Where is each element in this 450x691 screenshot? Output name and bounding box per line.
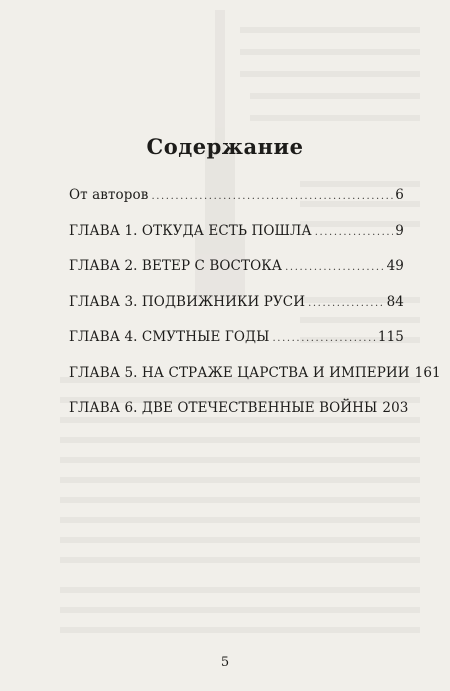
- toc-dot-leader: [308, 298, 384, 309]
- toc-dot-leader: [151, 191, 393, 202]
- toc-entry-page: 49: [386, 258, 404, 274]
- toc-entry-title: От авторов: [69, 187, 149, 203]
- toc-entry-authors[interactable]: [69, 187, 404, 205]
- toc-entry-chapter-2[interactable]: [69, 258, 404, 276]
- toc-dot-leader: [273, 333, 376, 344]
- toc-entry-chapter-4[interactable]: [69, 329, 404, 347]
- toc-entry-page: 203: [382, 400, 409, 416]
- toc-entry-chapter-3[interactable]: [69, 294, 404, 312]
- toc-entry-page: 115: [377, 329, 404, 345]
- toc-entry-title: ГЛАВА 4. СМУТНЫЕ ГОДЫ: [69, 329, 270, 345]
- toc-entry-title: ГЛАВА 5. НА СТРАЖЕ ЦАРСТВА И ИМПЕРИИ: [69, 364, 410, 381]
- page-number: 5: [220, 655, 230, 670]
- toc-entry-title: ГЛАВА 6. ДВЕ ОТЕЧЕСТВЕННЫЕ ВОЙНЫ: [69, 400, 378, 416]
- table-of-contents: [69, 187, 441, 436]
- page-title: Содержание: [146, 134, 304, 159]
- toc-entry-chapter-1[interactable]: [69, 223, 404, 241]
- toc-entry-title: ГЛАВА 3. ПОДВИЖНИКИ РУСИ: [69, 293, 306, 310]
- toc-entry-title: ГЛАВА 1. ОТКУДА ЕСТЬ ПОШЛА: [69, 222, 312, 239]
- toc-entry-chapter-6[interactable]: [69, 400, 409, 418]
- toc-entry-title: ГЛАВА 2. ВЕТЕР С ВОСТОКА: [69, 258, 283, 274]
- toc-entry-page: 161: [414, 364, 441, 381]
- toc-entry-page: 84: [386, 293, 404, 310]
- toc-entry-page: 6: [395, 187, 404, 203]
- toc-entry-chapter-5[interactable]: [69, 364, 441, 383]
- toc-entry-page: 9: [395, 222, 404, 239]
- toc-dot-leader: [285, 262, 384, 273]
- toc-dot-leader: [315, 227, 394, 238]
